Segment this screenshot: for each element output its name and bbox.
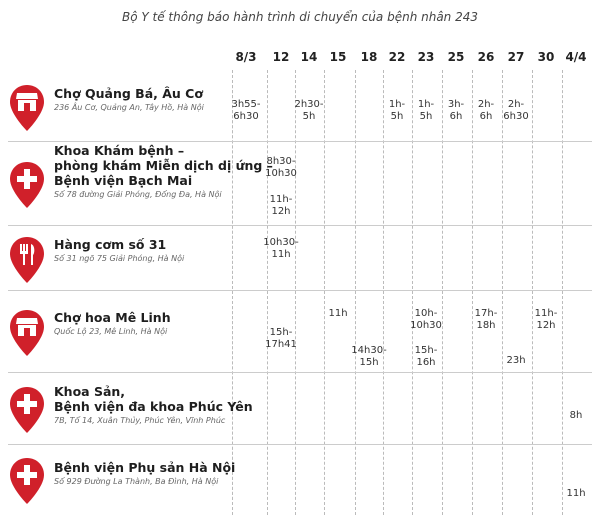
date-label: 27 <box>507 50 525 64</box>
date-label: 26 <box>477 50 495 64</box>
visit-time-line: 1h- <box>417 99 435 110</box>
location-name: phòng khám Miễn dịch dị ứng – <box>54 158 273 173</box>
visit-time <box>328 308 347 320</box>
date-label: 30 <box>537 50 555 64</box>
location-name: Bệnh viện đa khoa Phúc Yên <box>54 399 253 414</box>
visit-time <box>389 99 405 123</box>
location-name: Bệnh viện Bạch Mai <box>54 173 193 188</box>
visit-time <box>503 99 528 123</box>
visit-time <box>351 345 386 369</box>
visit-time-line: 14h30- <box>351 345 387 356</box>
visit-time <box>270 194 293 218</box>
date-label: 4/4 <box>565 50 587 64</box>
visit-time-line: 12h <box>271 206 291 217</box>
visit-time <box>231 99 260 123</box>
location-address: Quốc Lộ 23, Mê Linh, Hà Nội <box>54 327 168 336</box>
visit-time-line: 6h <box>449 111 463 122</box>
location-address: 7B, Tổ 14, Xuân Thủy, Phúc Yên, Vĩnh Phúc <box>54 416 226 425</box>
visit-time-line: 6h <box>479 111 493 122</box>
date-label: 25 <box>447 50 465 64</box>
location-name: Khoa Khám bệnh – <box>54 143 185 158</box>
location-row <box>8 292 592 374</box>
visit-time-line: 5h <box>390 111 404 122</box>
visit-time-line: 10h30 <box>265 168 297 179</box>
location-name: Khoa Sản, <box>54 384 126 399</box>
visit-time-line: 5h <box>302 111 316 122</box>
visit-time <box>294 99 323 123</box>
visit-time-line: 11h- <box>534 308 558 319</box>
visit-time <box>570 410 583 422</box>
visit-time-line: 8h <box>569 410 583 421</box>
visit-time-line: 2h30- <box>294 99 324 110</box>
date-label: 23 <box>417 50 435 64</box>
visit-time-line: 11h- <box>269 194 293 205</box>
visit-time <box>448 99 464 123</box>
date-label: 18 <box>360 50 378 64</box>
visit-time-line: 11h <box>328 308 348 319</box>
visit-time-line: 18h <box>476 320 496 331</box>
visit-time <box>566 488 585 500</box>
location-row <box>8 227 592 292</box>
visit-time-line: 10h- <box>414 308 438 319</box>
visit-time-line: 12h <box>536 320 556 331</box>
visit-time <box>506 355 525 367</box>
visit-time-line: 11h <box>566 488 586 499</box>
visit-time-line: 17h- <box>474 308 498 319</box>
visit-time-line: 17h41 <box>265 339 297 350</box>
visit-time <box>415 345 438 369</box>
visit-time <box>265 327 297 351</box>
visit-time-line: 3h55- <box>231 99 261 110</box>
location-name: Chợ Quảng Bá, Âu Cơ <box>54 86 203 101</box>
date-label: 14 <box>300 50 318 64</box>
visit-time-line: 16h <box>416 357 436 368</box>
visit-time <box>475 308 498 332</box>
visit-time-line: 2h- <box>477 99 495 110</box>
visit-time-line: 10h30- <box>263 237 299 248</box>
visit-time <box>418 99 434 123</box>
location-address: Số 31 ngõ 75 Giải Phóng, Hà Nội <box>54 254 185 263</box>
visit-time-line: 11h <box>271 249 291 260</box>
visit-time-line: 15h- <box>269 327 293 338</box>
location-row <box>8 72 592 143</box>
location-row <box>8 374 592 446</box>
visit-time <box>263 237 298 261</box>
visit-time <box>535 308 558 332</box>
location-name: Bệnh viện Phụ sản Hà Nội <box>54 460 236 475</box>
visit-time-line: 15h- <box>414 345 438 356</box>
visit-time-line: 3h- <box>447 99 465 110</box>
visit-time <box>265 156 297 180</box>
location-address: Số 78 đường Giải Phóng, Đống Đa, Hà Nội <box>54 190 222 199</box>
visit-time-line: 8h30- <box>266 156 296 167</box>
visit-time <box>478 99 494 123</box>
date-label: 12 <box>272 50 290 64</box>
location-address: Số 929 Đường La Thành, Ba Đình, Hà Nội <box>54 477 219 486</box>
date-header-row <box>0 50 600 66</box>
page-title: Bộ Y tế thông báo hành trình di chuyển của bệnh nhân 243 <box>122 10 478 24</box>
date-label: 15 <box>329 50 347 64</box>
location-row <box>8 143 592 227</box>
visit-time-line: 2h- <box>507 99 525 110</box>
location-name: Hàng cơm số 31 <box>54 237 167 252</box>
visit-time-line: 6h30 <box>233 111 259 122</box>
visit-time <box>410 308 442 332</box>
visit-time-line: 5h <box>419 111 433 122</box>
location-row <box>8 446 592 516</box>
visit-time-line: 6h30 <box>503 111 529 122</box>
location-address: 236 Âu Cơ, Quảng An, Tây Hồ, Hà Nội <box>54 103 204 112</box>
date-label: 8/3 <box>235 50 257 64</box>
location-name: Chợ hoa Mê Linh <box>54 310 171 325</box>
visit-time-line: 1h- <box>388 99 406 110</box>
visit-time-line: 15h <box>359 357 379 368</box>
visit-time-line: 10h30 <box>410 320 442 331</box>
date-label: 22 <box>388 50 406 64</box>
visit-time-line: 23h <box>506 355 526 366</box>
